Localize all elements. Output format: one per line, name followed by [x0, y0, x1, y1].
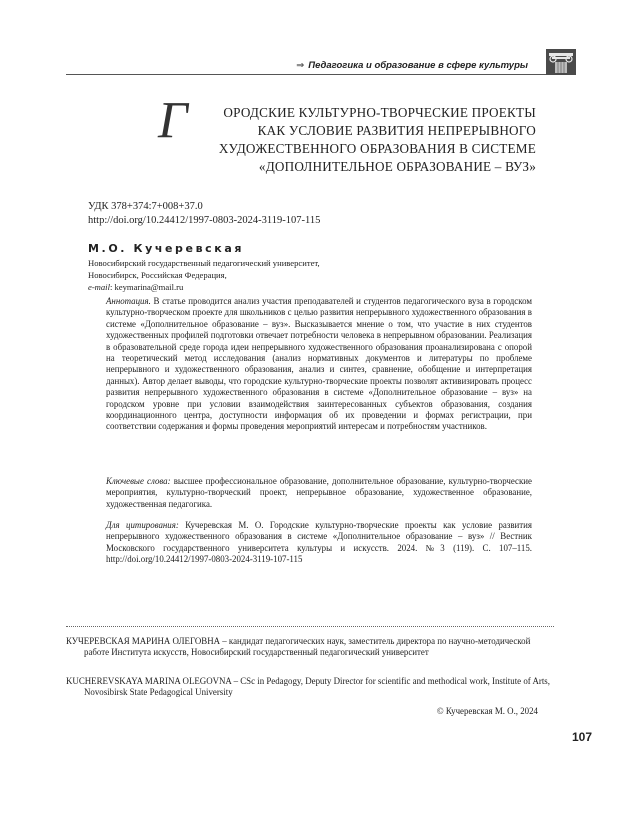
- header-rule: [66, 74, 552, 75]
- arrow-icon: ⇒: [296, 60, 305, 71]
- citation-text: Кучеревская М. О. Городские культурно-творческие проекты как условие развития непрерывного художественного образования в системе «Дополнительное образование – вуз» // Вестник Московского государственного университета культуры и искусств. 2024. №3 (119). С. 107–115. http://doi.org/10.24412/1997-0803-2024-3119-107-115: [106, 520, 533, 565]
- title-line: ОРОДСКИЕ КУЛЬТУРНО-ТВОРЧЕСКИЕ ПРОЕКТЫ: [223, 105, 536, 120]
- author-email: [88, 282, 183, 292]
- title-line: КАК УСЛОВИЕ РАЗВИТИЯ НЕПРЕРЫВНОГО: [257, 123, 536, 138]
- keywords-label: Ключевые слова:: [106, 476, 171, 486]
- footnote-separator: [66, 626, 554, 627]
- citation-label: Для цитирования:: [106, 520, 179, 530]
- section-title: [296, 60, 528, 71]
- affiliation-line: Новосибирск, Российская Федерация,: [88, 270, 227, 280]
- email-label: e-mail: [88, 282, 110, 292]
- footnote-en: KUCHEREVSKAYA MARINA OLEGOVNA – CSc in Pedagogy, Deputy Director for scientific and methodical work, Institute of Arts, Novosibirsk State Pedagogical University: [66, 676, 550, 698]
- keywords: [106, 476, 532, 510]
- abstract: [106, 296, 532, 433]
- title-line: «ДОПОЛНИТЕЛЬНОЕ ОБРАЗОВАНИЕ – ВУЗ»: [258, 159, 536, 174]
- article-title: [150, 100, 536, 180]
- ionic-column-icon: [546, 49, 576, 75]
- section-title-text: Педагогика и образование в сфере культуры: [308, 60, 528, 71]
- citation: [106, 520, 532, 566]
- keywords-text: высшее профессиональное образование, дополнительное образование, культурно-творческие мероприятия, культурно-творческий проект, непрерывное образование, художественное образование, художественная педагогика.: [106, 476, 532, 509]
- doi-link[interactable]: http://doi.org/10.24412/1997-0803-2024-3119-107-115: [88, 215, 321, 226]
- abstract-label: Аннотация.: [106, 296, 151, 306]
- title-drop-cap: Г: [158, 92, 188, 149]
- affiliation-line: Новосибирский государственный педагогический университет,: [88, 258, 320, 268]
- copyright: © Кучеревская М. О., 2024: [436, 706, 538, 716]
- author-name: М.О. Кучеревская: [88, 242, 245, 255]
- udc-code: УДК 378+374:7+008+37.0: [88, 201, 203, 212]
- email-address[interactable]: : keymarina@mail.ru: [109, 282, 184, 292]
- title-line: ХУДОЖЕСТВЕННОГО ОБРАЗОВАНИЯ В СИСТЕМЕ: [218, 141, 536, 156]
- abstract-text: В статье проводится анализ участия преподавателей и студентов педагогического вуза в городском культурно-творческом проекте для школьников с целью развития непрерывного художественного образования в системе «Дополнительное образование – вуз». Высказывается мнение о том, что участие в них студентов художественных профилей подготовки отвечает потребности человека в непрерывном образовании. Реализация в образовательной среде города идеи непрерывного художественного образования проанализирована с опорой на теоретический метод исследования (анализ нормативных документов и литературы по проблеме непрерывного и художественного образования, анализ и синтез, сравнение, обобщение и интерпретация данных). Автор делает выводы, что городские культурно-творческие проекты позволят активизировать процесс развития непрерывного художественного образования в системе «Дополнительное образование – вуз» на городском уровне при условии взаимодействия заинтересованных субъектов образования, создания координационного центра, доступности информация об их проведении и формах регистрации, при соответствии содержания и формы проведения мероприятий интересам и потребностям участников.: [106, 296, 532, 432]
- footnote-ru: КУЧЕРЕВСКАЯ МАРИНА ОЛЕГОВНА – кандидат педагогических наук, заместитель директора по научно-методической работе Института искусств, Новосибирский государственный педагогический университет: [66, 636, 531, 658]
- page-number: 107: [571, 730, 592, 744]
